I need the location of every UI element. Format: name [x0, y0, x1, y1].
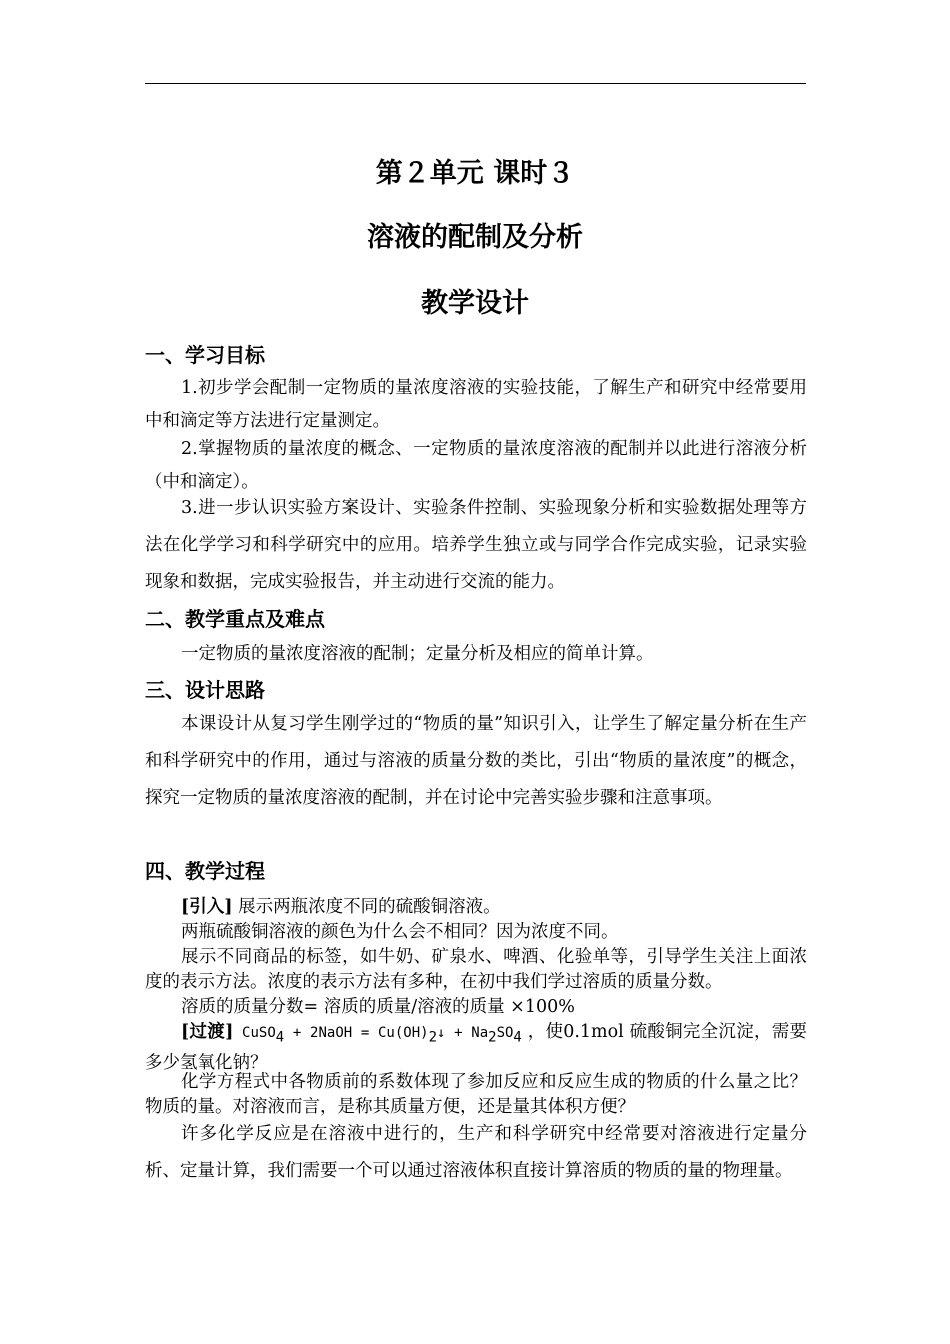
equation-sub: 2: [428, 1029, 438, 1046]
title-topic: 溶液的配制及分析: [367, 222, 583, 253]
objective-3: 3.进一步认识实验方案设计、实验条件控制、实验现象分析和实验数据处理等方法在化学学习和科学研究中的应用。培养学生独立或与同学合作完成实验，记录实验现象和数据，完成实验报告，并主动进行交流的能力。: [145, 498, 807, 592]
design-idea-text: 本课设计从复习学生刚学过的“物质的量”知识引入，让学生了解定量分析在生产和科学研究中的作用，通过与溶液的质量分数的类比，引出“物质的量浓度”的概念，探究一定物质的量浓度溶液的配制，并在讨论中完善实验步骤和注意事项。: [145, 714, 807, 808]
section-heading-process: 四、教学过程: [145, 859, 265, 883]
transition-tag: [过渡]: [181, 1022, 234, 1042]
objective-2: 2.掌握物质的量浓度的概念、一定物质的量浓度溶液的配制并以此进行溶液分析（中和滴定）。: [145, 439, 807, 492]
process-intro: [145, 895, 807, 920]
section-heading-design-idea: 三、设计思路: [145, 678, 265, 702]
equation-sub: 4: [275, 1029, 285, 1046]
equation-sub: 4: [513, 1029, 522, 1046]
process-question-color: 两瓶硫酸铜溶液的颜色为什么会不相同？因为浓度不同。: [181, 922, 619, 942]
intro-text: 展示两瓶浓度不同的硫酸铜溶液。: [232, 897, 501, 917]
section-heading-objectives: 一、学习目标: [145, 343, 265, 367]
process-need-quantity: 许多化学反应是在溶液中进行的，生产和科学研究中经常要对溶液进行定量分析、定量计算，我们需要一个可以通过溶液体积直接计算溶质的物质的量的物理量。: [145, 1124, 807, 1181]
transition-question: ，使0.1mol 硫酸铜完全沉淀，需要多少氢氧化钠？: [145, 1022, 807, 1073]
equation-so: SO: [496, 1025, 514, 1041]
title-teaching-design: 教学设计: [421, 288, 529, 319]
title-unit-lesson: 第２单元 课时３: [375, 158, 575, 189]
mass-fraction-formula: 溶质的质量分数= 溶质的质量/溶液的质量 ×100%: [181, 997, 575, 1017]
process-transition: [145, 1020, 807, 1076]
header-rule: [145, 83, 806, 84]
equation-arrow-na: ↓ + Na: [437, 1025, 489, 1041]
equation-cuso: CuSO: [233, 1025, 276, 1041]
intro-tag: [引入]: [181, 897, 233, 917]
process-labels: 展示不同商品的标签，如牛奶、矿泉水、啤酒、化验单等，引导学生关注上面浓度的表示方法。浓度的表示方法有多种，在初中我们学过溶质的质量分数。: [145, 947, 807, 992]
key-points-text: 一定物质的量浓度溶液的配制；定量分析及相应的简单计算。: [181, 644, 654, 664]
equation-naoh: + 2NaOH = Cu(OH): [284, 1025, 429, 1041]
objective-1: 1.初步学会配制一定物质的量浓度溶液的实验技能，了解生产和研究中经常要用中和滴定等方法进行定量测定。: [145, 378, 807, 431]
section-heading-key-points: 二、教学重点及难点: [145, 607, 325, 631]
equation-sub: 2: [488, 1029, 497, 1046]
process-stoichiometry: 化学方程式中各物质前的系数体现了参加反应和反应生成的物质的什么量之比？物质的量。对溶液而言，是称其质量方便，还是量其体积方便？: [145, 1072, 807, 1117]
